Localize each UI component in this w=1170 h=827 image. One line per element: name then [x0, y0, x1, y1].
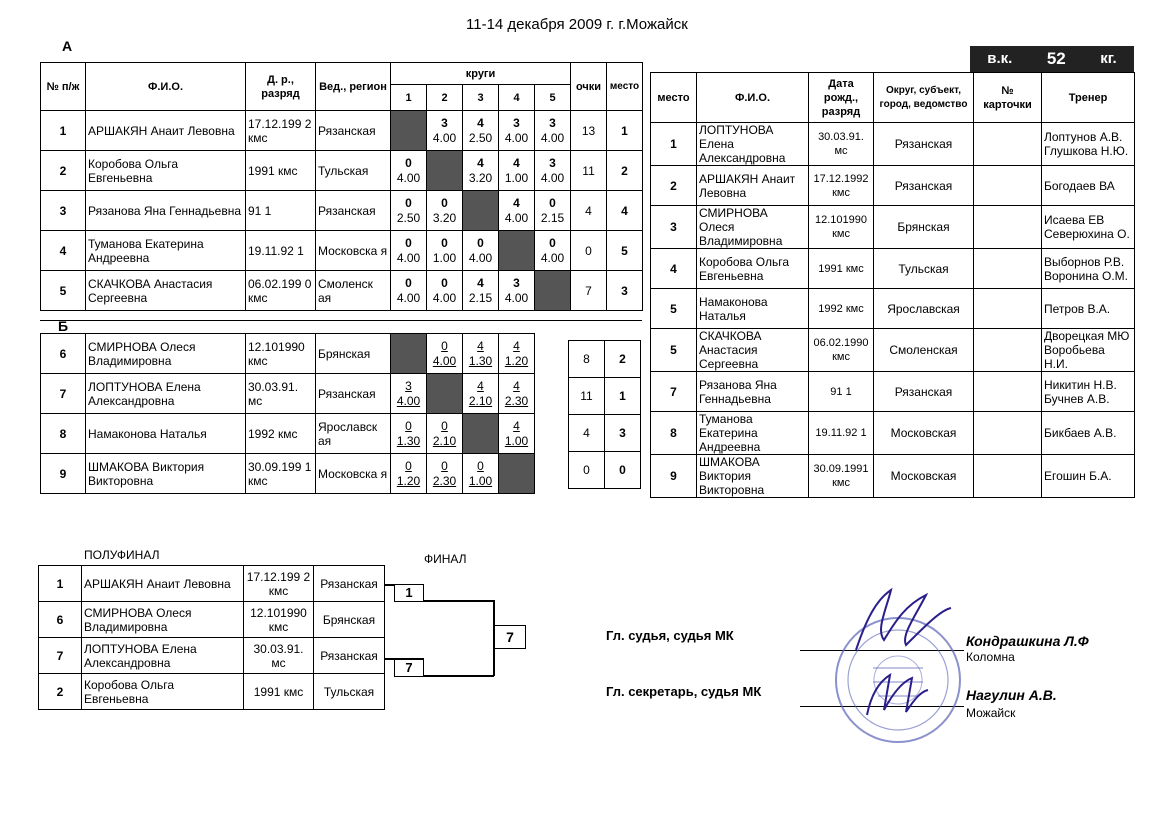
- score-time: 2.50: [396, 210, 421, 225]
- score-time: 2.10: [468, 393, 493, 408]
- athlete-region: Смоленск ая: [316, 271, 391, 311]
- score-points: 0: [477, 458, 484, 473]
- score-time: 4.00: [504, 290, 529, 305]
- result-place: 5: [651, 289, 697, 329]
- score-time: 4.00: [432, 290, 457, 305]
- score-points: 4: [477, 338, 484, 353]
- result-dob: 91 1: [809, 372, 874, 412]
- athlete-dob: 1991 кмс: [244, 674, 314, 710]
- round-1-header: 1: [391, 85, 427, 111]
- athlete-place: 1: [607, 111, 643, 151]
- secretary-city: Можайск: [966, 706, 1016, 720]
- athlete-number: 6: [41, 334, 86, 374]
- result-district: Рязанская: [874, 123, 974, 166]
- score-time: 4.00: [432, 353, 457, 368]
- athlete-number: 6: [39, 602, 82, 638]
- round-4-header: 4: [499, 85, 535, 111]
- athlete-name: ШМАКОВА Виктория Викторовна: [86, 454, 246, 494]
- result-district: Тульская: [874, 249, 974, 289]
- score-points: 0: [441, 195, 448, 210]
- athlete-name: СМИРНОВА Олеся Владимировна: [86, 334, 246, 374]
- diagonal-cell: [499, 454, 535, 494]
- weight-category: [970, 46, 1134, 72]
- athlete-name: ЛОПТУНОВА Елена Александровна: [82, 638, 244, 674]
- score-points: 3: [405, 378, 412, 393]
- res-card-header: № карточки: [974, 73, 1042, 123]
- score-cell: [535, 151, 571, 191]
- col-place-header: место: [607, 63, 643, 111]
- athlete-region: Рязанская: [316, 111, 391, 151]
- score-cell: [427, 111, 463, 151]
- score-cell: [427, 271, 463, 311]
- group-b-row: [41, 454, 535, 494]
- athlete-points: 13: [571, 111, 607, 151]
- final-results-table: [650, 72, 1135, 498]
- score-time: 4.00: [468, 250, 493, 265]
- athlete-points: 0: [571, 231, 607, 271]
- diagonal-cell: [499, 231, 535, 271]
- score-points: 0: [549, 235, 556, 250]
- score-points: 4: [477, 115, 484, 130]
- score-time: 2.50: [468, 130, 493, 145]
- semifinal-label: ПОЛУФИНАЛ: [84, 548, 160, 562]
- athlete-number: 7: [41, 374, 86, 414]
- col-num-header: № п/ж: [41, 63, 86, 111]
- score-time: 2.15: [540, 210, 565, 225]
- athlete-dob: 12.101990 кмс: [246, 334, 316, 374]
- score-time: 1.00: [468, 473, 493, 488]
- result-card: [974, 206, 1042, 249]
- score-points: 3: [549, 155, 556, 170]
- athlete-place: 0: [605, 452, 641, 489]
- result-dob: 1991 кмс: [809, 249, 874, 289]
- score-cell: [391, 414, 427, 454]
- result-dob: 17.12.1992 кмс: [809, 166, 874, 206]
- result-dob: 19.11.92 1: [809, 412, 874, 455]
- athlete-region: Ярославск ая: [316, 414, 391, 454]
- athlete-place: 2: [605, 341, 641, 378]
- result-place: 4: [651, 249, 697, 289]
- diagonal-cell: [463, 191, 499, 231]
- group-b-row: [41, 414, 535, 454]
- result-coach: Богодаев ВА: [1042, 166, 1135, 206]
- score-cell: [499, 151, 535, 191]
- secretary-role: Гл. секретарь, судья МК: [606, 684, 762, 699]
- athlete-place: 5: [607, 231, 643, 271]
- score-time: 4.00: [396, 170, 421, 185]
- score-cell: [463, 334, 499, 374]
- athlete-place: 4: [607, 191, 643, 231]
- score-points: 0: [441, 235, 448, 250]
- result-district: Ярославская: [874, 289, 974, 329]
- group-a-row: [41, 231, 643, 271]
- col-points-header: очки: [571, 63, 607, 111]
- judge-city: Коломна: [966, 650, 1015, 664]
- bracket-top-winner: 1: [394, 584, 424, 602]
- col-rounds-header: круги: [391, 63, 571, 85]
- score-time: 1.00: [504, 433, 529, 448]
- diagonal-cell: [463, 414, 499, 454]
- result-card: [974, 455, 1042, 498]
- athlete-name: Коробова Ольга Евгеньевна: [86, 151, 246, 191]
- score-cell: [427, 414, 463, 454]
- result-row: [651, 123, 1135, 166]
- athlete-region: Рязанская: [316, 191, 391, 231]
- athlete-number: 7: [39, 638, 82, 674]
- result-district: Смоленская: [874, 329, 974, 372]
- athlete-dob: 06.02.199 0 кмс: [246, 271, 316, 311]
- result-coach: Егошин Б.А.: [1042, 455, 1135, 498]
- semifinal-row: [39, 674, 385, 710]
- athlete-region: Рязанская: [316, 374, 391, 414]
- group-a-row: [41, 191, 643, 231]
- result-name: АРШАКЯН Анаит Левовна: [697, 166, 809, 206]
- result-district: Рязанская: [874, 372, 974, 412]
- score-cell: [463, 454, 499, 494]
- score-cell: [427, 454, 463, 494]
- group-b-row: [41, 334, 535, 374]
- athlete-region: Тульская: [314, 674, 385, 710]
- result-row: [651, 412, 1135, 455]
- score-points: 0: [477, 235, 484, 250]
- result-name: Туманова Екатерина Андреевна: [697, 412, 809, 455]
- col-region-header: Вед., регион: [316, 63, 391, 111]
- result-coach: Дворецкая МЮ Воробьева Н.И.: [1042, 329, 1135, 372]
- score-cell: [391, 374, 427, 414]
- group-b-top-rule: [40, 320, 642, 322]
- score-points: 4: [513, 155, 520, 170]
- group-b-result-row: [569, 378, 641, 415]
- score-points: 4: [477, 155, 484, 170]
- athlete-name: СМИРНОВА Олеся Владимировна: [82, 602, 244, 638]
- athlete-number: 5: [41, 271, 86, 311]
- score-points: 0: [405, 155, 412, 170]
- diagonal-cell: [427, 374, 463, 414]
- result-row: [651, 249, 1135, 289]
- result-card: [974, 166, 1042, 206]
- score-time: 4.00: [540, 250, 565, 265]
- athlete-region: Брянская: [316, 334, 391, 374]
- score-time: 4.00: [504, 130, 529, 145]
- score-points: 3: [513, 275, 520, 290]
- score-time: 1.30: [468, 353, 493, 368]
- result-name: Намаконова Наталья: [697, 289, 809, 329]
- round-2-header: 2: [427, 85, 463, 111]
- score-time: 2.15: [468, 290, 493, 305]
- col-name-header: Ф.И.О.: [86, 63, 246, 111]
- result-card: [974, 289, 1042, 329]
- secretary-name: Нагулин А.В.: [966, 687, 1057, 703]
- result-card: [974, 412, 1042, 455]
- score-points: 0: [405, 275, 412, 290]
- result-dob: 06.02.1990 кмс: [809, 329, 874, 372]
- score-points: 4: [513, 195, 520, 210]
- score-cell: [391, 231, 427, 271]
- result-place: 3: [651, 206, 697, 249]
- diagonal-cell: [391, 334, 427, 374]
- result-dob: 1992 кмс: [809, 289, 874, 329]
- score-time: 1.00: [432, 250, 457, 265]
- judge-signature: [846, 580, 956, 660]
- score-points: 0: [441, 418, 448, 433]
- athlete-region: Брянская: [314, 602, 385, 638]
- result-district: Московская: [874, 455, 974, 498]
- score-time: 4.00: [540, 170, 565, 185]
- score-cell: [535, 231, 571, 271]
- result-place: 8: [651, 412, 697, 455]
- result-coach: Бикбаев А.В.: [1042, 412, 1135, 455]
- athlete-points: 4: [571, 191, 607, 231]
- result-name: Коробова Ольга Евгеньевна: [697, 249, 809, 289]
- score-cell: [499, 111, 535, 151]
- group-b-table: [40, 333, 535, 494]
- score-time: 1.20: [396, 473, 421, 488]
- athlete-place: 3: [607, 271, 643, 311]
- semifinal-table: [38, 565, 385, 710]
- score-time: 4.00: [432, 130, 457, 145]
- result-card: [974, 123, 1042, 166]
- score-time: 2.10: [432, 433, 457, 448]
- athlete-dob: 30.03.91. мс: [244, 638, 314, 674]
- weight-unit: кг.: [1100, 50, 1117, 67]
- athlete-name: АРШАКЯН Анаит Левовна: [86, 111, 246, 151]
- result-card: [974, 249, 1042, 289]
- result-coach: Выборнов Р.В. Воронина О.М.: [1042, 249, 1135, 289]
- weight-label: в.к.: [987, 50, 1013, 67]
- athlete-dob: 19.11.92 1: [246, 231, 316, 271]
- score-points: 0: [441, 338, 448, 353]
- score-time: 4.00: [396, 393, 421, 408]
- score-cell: [499, 374, 535, 414]
- score-cell: [535, 191, 571, 231]
- result-card: [974, 329, 1042, 372]
- result-name: СМИРНОВА Олеся Владимировна: [697, 206, 809, 249]
- result-name: ШМАКОВА Виктория Викторовна: [697, 455, 809, 498]
- score-cell: [427, 191, 463, 231]
- score-points: 0: [441, 275, 448, 290]
- athlete-place: 1: [605, 378, 641, 415]
- judge-name: Кондрашкина Л.Ф: [966, 633, 1089, 649]
- result-coach: Лоптунов А.В. Глушкова Н.Ю.: [1042, 123, 1135, 166]
- page-title: 11-14 декабря 2009 г. г.Можайск: [466, 16, 688, 33]
- athlete-region: Тульская: [316, 151, 391, 191]
- score-points: 4: [477, 378, 484, 393]
- res-coach-header: Тренер: [1042, 73, 1135, 123]
- bracket-final-winner: 7: [494, 625, 526, 649]
- result-dob: 30.03.91. мс: [809, 123, 874, 166]
- athlete-region: Рязанская: [314, 566, 385, 602]
- athlete-name: ЛОПТУНОВА Елена Александровна: [86, 374, 246, 414]
- judge-role: Гл. судья, судья МК: [606, 628, 734, 643]
- athlete-region: Московска я: [316, 231, 391, 271]
- athlete-place: 2: [607, 151, 643, 191]
- group-b-label: Б: [58, 318, 69, 334]
- result-dob: 12.101990 кмс: [809, 206, 874, 249]
- athlete-region: Рязанская: [314, 638, 385, 674]
- result-coach: Петров В.А.: [1042, 289, 1135, 329]
- score-time: 2.30: [432, 473, 457, 488]
- score-cell: [499, 271, 535, 311]
- score-time: 2.30: [504, 393, 529, 408]
- athlete-points: 8: [569, 341, 605, 378]
- score-time: 1.20: [504, 353, 529, 368]
- res-name-header: Ф.И.О.: [697, 73, 809, 123]
- score-points: 0: [405, 235, 412, 250]
- group-a-label: А: [62, 38, 73, 54]
- result-name: СКАЧКОВА Анастасия Сергеевна: [697, 329, 809, 372]
- res-district-header: Округ, субъект, город, ведомство: [874, 73, 974, 123]
- score-time: 1.30: [396, 433, 421, 448]
- score-points: 4: [477, 275, 484, 290]
- result-row: [651, 166, 1135, 206]
- athlete-number: 8: [41, 414, 86, 454]
- result-place: 9: [651, 455, 697, 498]
- score-time: 4.00: [504, 210, 529, 225]
- final-label: ФИНАЛ: [424, 552, 467, 566]
- res-dob-header: Дата рожд., разряд: [809, 73, 874, 123]
- weight-value: 52: [1046, 49, 1066, 68]
- group-b-results-table: [568, 340, 641, 489]
- score-cell: [391, 191, 427, 231]
- score-points: 0: [405, 458, 412, 473]
- semifinal-row: [39, 566, 385, 602]
- diagonal-cell: [427, 151, 463, 191]
- score-points: 0: [405, 418, 412, 433]
- athlete-name: Туманова Екатерина Андреевна: [86, 231, 246, 271]
- group-a-row: [41, 271, 643, 311]
- result-coach: Исаева ЕВ Северюхина О.: [1042, 206, 1135, 249]
- athlete-number: 9: [41, 454, 86, 494]
- score-cell: [463, 231, 499, 271]
- group-b-result-row: [569, 341, 641, 378]
- score-points: 4: [513, 338, 520, 353]
- athlete-name: Рязанова Яна Геннадьевна: [86, 191, 246, 231]
- score-cell: [391, 271, 427, 311]
- athlete-place: 3: [605, 415, 641, 452]
- athlete-dob: 30.03.91. мс: [246, 374, 316, 414]
- athlete-dob: 17.12.199 2 кмс: [246, 111, 316, 151]
- result-dob: 30.09.1991 кмс: [809, 455, 874, 498]
- score-cell: [391, 151, 427, 191]
- score-cell: [463, 271, 499, 311]
- athlete-dob: 1992 кмс: [246, 414, 316, 454]
- athlete-points: 11: [569, 378, 605, 415]
- group-a-row: [41, 111, 643, 151]
- result-place: 5: [651, 329, 697, 372]
- score-points: 4: [513, 378, 520, 393]
- result-place: 2: [651, 166, 697, 206]
- res-place-header: место: [651, 73, 697, 123]
- score-time: 4.00: [540, 130, 565, 145]
- score-points: 0: [405, 195, 412, 210]
- score-time: 3.20: [468, 170, 493, 185]
- result-row: [651, 206, 1135, 249]
- athlete-name: АРШАКЯН Анаит Левовна: [82, 566, 244, 602]
- score-time: 3.20: [432, 210, 457, 225]
- round-5-header: 5: [535, 85, 571, 111]
- athlete-points: 11: [571, 151, 607, 191]
- athlete-number: 1: [39, 566, 82, 602]
- athlete-region: Московска я: [316, 454, 391, 494]
- score-points: 0: [549, 195, 556, 210]
- result-row: [651, 372, 1135, 412]
- group-b-result-row: [569, 415, 641, 452]
- group-b-row: [41, 374, 535, 414]
- score-cell: [499, 334, 535, 374]
- athlete-name: Намаконова Наталья: [86, 414, 246, 454]
- result-district: Московская: [874, 412, 974, 455]
- result-coach: Никитин Н.В. Бучнев А.В.: [1042, 372, 1135, 412]
- result-district: Брянская: [874, 206, 974, 249]
- result-place: 7: [651, 372, 697, 412]
- result-card: [974, 372, 1042, 412]
- semifinal-row: [39, 638, 385, 674]
- group-a-row: [41, 151, 643, 191]
- score-points: 0: [441, 458, 448, 473]
- score-cell: [391, 454, 427, 494]
- athlete-number: 4: [41, 231, 86, 271]
- score-points: 3: [441, 115, 448, 130]
- athlete-number: 1: [41, 111, 86, 151]
- bracket-bottom-winner: 7: [394, 659, 424, 677]
- col-dob-header: Д. р., разряд: [246, 63, 316, 111]
- group-a-table: [40, 62, 643, 311]
- athlete-dob: 91 1: [246, 191, 316, 231]
- round-3-header: 3: [463, 85, 499, 111]
- athlete-dob: 17.12.199 2 кмс: [244, 566, 314, 602]
- score-points: 3: [513, 115, 520, 130]
- score-time: 4.00: [396, 290, 421, 305]
- result-row: [651, 289, 1135, 329]
- athlete-dob: 12.101990 кмс: [244, 602, 314, 638]
- athlete-points: 4: [569, 415, 605, 452]
- athlete-points: 7: [571, 271, 607, 311]
- secretary-signature: [862, 670, 932, 725]
- score-cell: [427, 231, 463, 271]
- score-cell: [463, 111, 499, 151]
- score-points: 3: [549, 115, 556, 130]
- group-b-result-row: [569, 452, 641, 489]
- athlete-name: Коробова Ольга Евгеньевна: [82, 674, 244, 710]
- athlete-name: СКАЧКОВА Анастасия Сергеевна: [86, 271, 246, 311]
- athlete-number: 3: [41, 191, 86, 231]
- result-name: Рязанова Яна Геннадьевна: [697, 372, 809, 412]
- athlete-number: 2: [39, 674, 82, 710]
- score-time: 4.00: [396, 250, 421, 265]
- score-cell: [535, 111, 571, 151]
- score-cell: [463, 151, 499, 191]
- score-points: 4: [513, 418, 520, 433]
- athlete-dob: 30.09.199 1 кмс: [246, 454, 316, 494]
- athlete-points: 0: [569, 452, 605, 489]
- result-row: [651, 455, 1135, 498]
- score-time: 1.00: [504, 170, 529, 185]
- result-district: Рязанская: [874, 166, 974, 206]
- score-cell: [499, 191, 535, 231]
- athlete-dob: 1991 кмс: [246, 151, 316, 191]
- diagonal-cell: [535, 271, 571, 311]
- score-cell: [427, 334, 463, 374]
- score-cell: [463, 374, 499, 414]
- athlete-number: 2: [41, 151, 86, 191]
- score-cell: [499, 414, 535, 454]
- semifinal-row: [39, 602, 385, 638]
- result-place: 1: [651, 123, 697, 166]
- result-name: ЛОПТУНОВА Елена Александровна: [697, 123, 809, 166]
- diagonal-cell: [391, 111, 427, 151]
- result-row: [651, 329, 1135, 372]
